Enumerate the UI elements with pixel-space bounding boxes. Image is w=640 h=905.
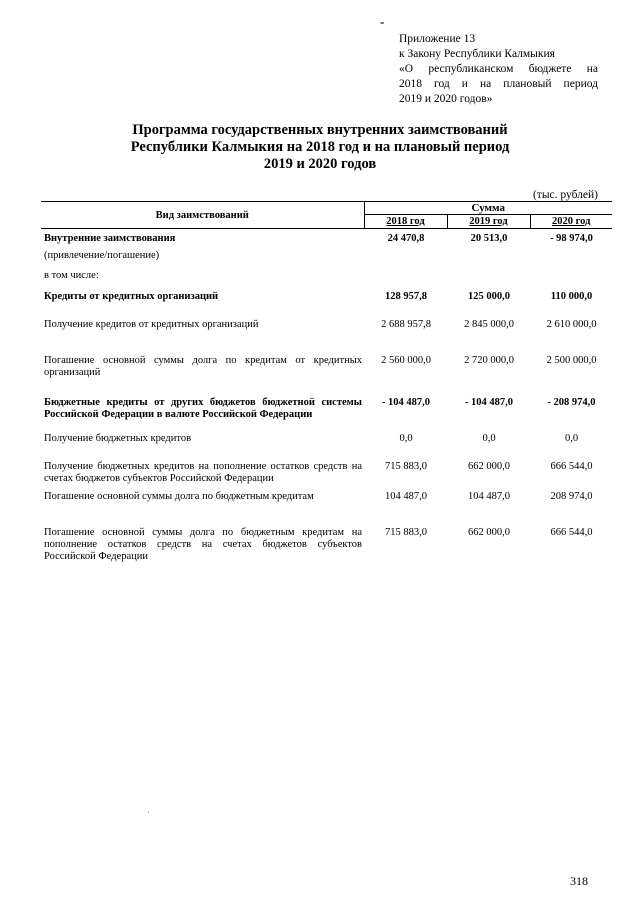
- row-value: 20 513,0: [470, 233, 508, 244]
- row-value: 2 610 000,0: [546, 319, 597, 330]
- year-label: 2019 год: [469, 216, 508, 227]
- row-value: 125 000,0: [468, 291, 510, 302]
- row-value: 2 560 000,0: [381, 355, 431, 366]
- title-line-3: 2019 и 2020 годов: [263, 156, 377, 172]
- annex-block: [399, 32, 598, 107]
- table-row: [41, 309, 612, 341]
- row-value: - 98 974,0: [550, 233, 593, 244]
- row-value: - 104 487,0: [464, 397, 514, 408]
- row-name: Получение кредитов от кредитных организаций: [44, 319, 259, 330]
- scan-speck: [148, 812, 149, 813]
- column-header-year-2019: [447, 215, 530, 229]
- table-row: [41, 433, 612, 457]
- document-title: [50, 122, 590, 173]
- row-value: 666 544,0: [550, 461, 593, 472]
- table-row: [41, 265, 612, 283]
- row-value: 2 720 000,0: [464, 355, 514, 366]
- row-value: 715 883,0: [385, 461, 427, 472]
- row-name: Погашение основной суммы долга по бюджетным кредитам на пополнение остатков средств на счетах бюджетов субъектов Российской Федерации: [44, 527, 362, 562]
- table-row: [41, 229, 612, 246]
- row-value: [530, 265, 612, 283]
- row-value: 662 000,0: [468, 461, 510, 472]
- row-name: Погашение основной суммы долга по кредитам от кредитных организаций: [44, 355, 362, 378]
- row-value: 0,0: [564, 433, 579, 444]
- row-name: Получение бюджетных кредитов на пополнение остатков средств на счетах бюджетов субъектов Российской Федерации: [44, 461, 362, 484]
- table-row: [41, 521, 612, 569]
- row-value: 0,0: [482, 433, 496, 444]
- units-label: (тыс. рублей): [532, 189, 598, 201]
- table-row: [41, 283, 612, 309]
- row-name: Погашение основной суммы долга по бюджетным кредитам: [44, 491, 314, 502]
- year-label: 2018 год: [386, 216, 425, 227]
- row-value: [447, 265, 530, 283]
- title-line-2: Республики Калмыкия на 2018 год и на плановый период: [130, 139, 510, 155]
- row-name: Кредиты от кредитных организаций: [44, 291, 219, 302]
- row-value: [447, 245, 530, 265]
- row-value: 2 688 957,8: [381, 319, 431, 330]
- column-header-sum: Сумма: [364, 202, 612, 215]
- column-header-type: Вид заимствований: [41, 202, 364, 229]
- row-name: в том числе:: [44, 270, 99, 281]
- page-number: 318: [570, 874, 588, 888]
- header-mark: -: [380, 14, 385, 29]
- row-value: 128 957,8: [385, 291, 427, 302]
- row-value: 662 000,0: [468, 527, 510, 538]
- annex-line-4: 2018 год и на плановый период: [399, 78, 598, 90]
- row-value: [530, 245, 612, 265]
- row-value: 666 544,0: [550, 527, 593, 538]
- row-name: Получение бюджетных кредитов: [44, 433, 192, 444]
- row-value: 2 845 000,0: [464, 319, 514, 330]
- row-value: 2 500 000,0: [546, 355, 597, 366]
- row-value: [364, 245, 447, 265]
- annex-line-2: к Закону Республики Калмыкия: [399, 48, 555, 60]
- row-value: 104 487,0: [385, 491, 427, 502]
- row-name: Внутренние заимствования: [44, 233, 176, 244]
- annex-line-5: 2019 и 2020 годов»: [399, 93, 493, 105]
- year-label: 2020 год: [552, 216, 591, 227]
- column-header-year-2020: [530, 215, 612, 229]
- borrowing-table: [41, 201, 612, 569]
- row-value: 715 883,0: [385, 527, 427, 538]
- annex-line-3: «О республиканском бюджете на: [399, 63, 598, 75]
- column-header-year-2018: [364, 215, 447, 229]
- row-value: - 104 487,0: [381, 397, 431, 408]
- row-value: 0,0: [399, 433, 413, 444]
- table-row: [41, 491, 612, 521]
- row-value: [364, 265, 447, 283]
- table-row: [41, 385, 612, 433]
- table-row: [41, 457, 612, 491]
- row-name: Бюджетные кредиты от других бюджетов бюджетной системы Российской Федерации в валюте Российской Федерации: [44, 397, 362, 420]
- row-value: 24 470,8: [387, 233, 425, 244]
- row-value: 110 000,0: [550, 291, 593, 302]
- row-value: 208 974,0: [550, 491, 593, 502]
- row-value: - 208 974,0: [547, 397, 596, 408]
- row-value: 104 487,0: [468, 491, 510, 502]
- annex-line-1: Приложение 13: [399, 33, 476, 45]
- table-row: [41, 245, 612, 265]
- table-row: [41, 341, 612, 385]
- title-line-1: Программа государственных внутренних заимствований: [132, 122, 508, 138]
- row-name: (привлечение/погашение): [44, 250, 160, 261]
